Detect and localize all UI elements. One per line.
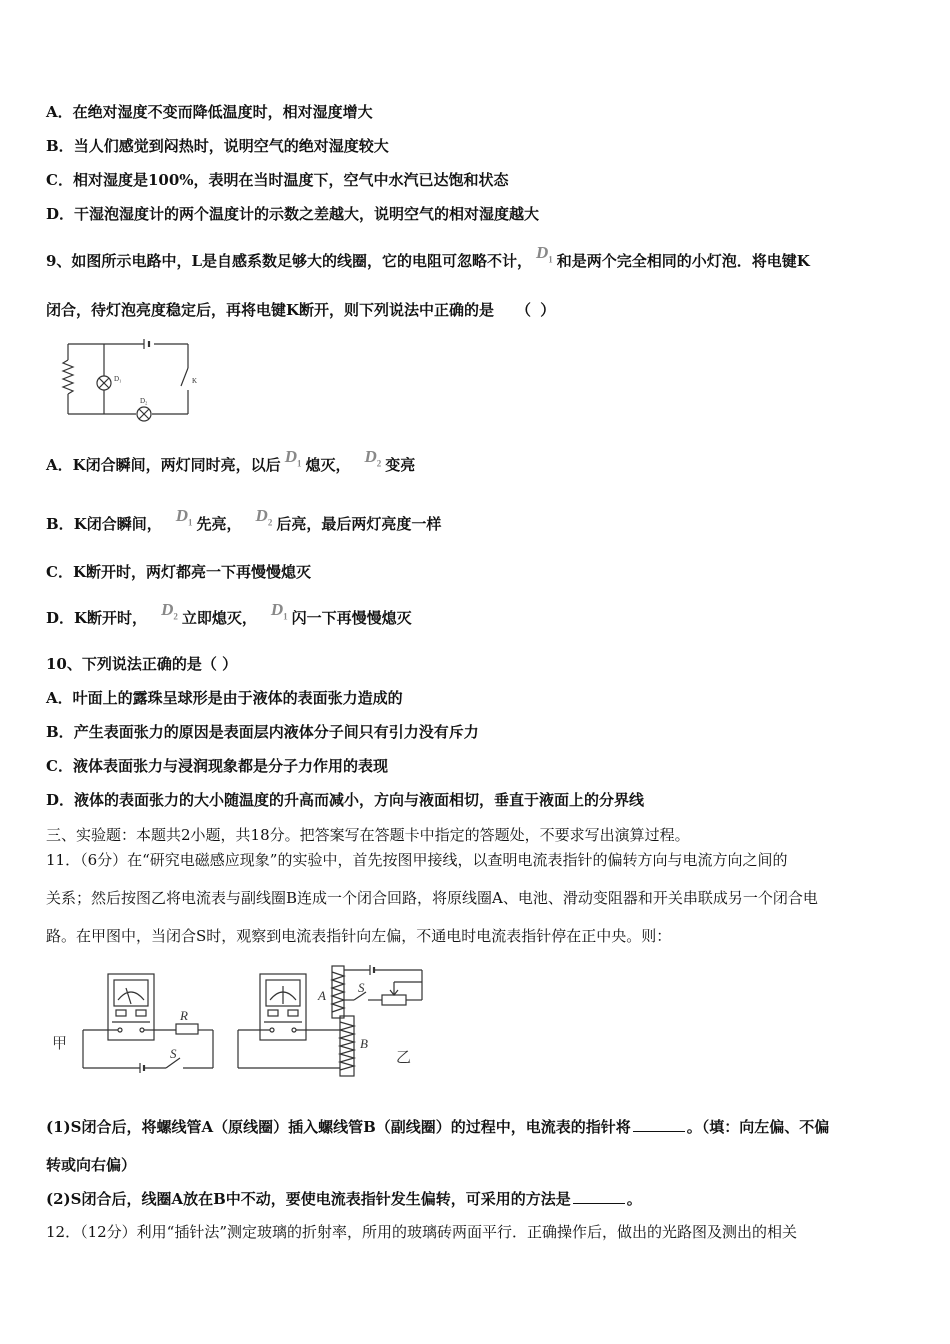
q11-sub2-answer-blank (573, 1189, 625, 1204)
q9-option-b: B．K闭合瞬间， $D_1$ 先亮， $D_2$ 后亮，最后两灯亮度一样 (46, 506, 442, 533)
q11-fig-label-jia: 甲 (52, 1036, 68, 1052)
q11-sub1-line2: 转或向右偏） (46, 1156, 137, 1174)
section-3-heading: 三、实验题：本题共2小题，共18分。把答案写在答题卡中指定的答题处，不要求写出演算过程。 (46, 826, 690, 844)
q9-option-d: D．K断开时， $D_2$ 立即熄灭， $D_1$ 闪一下再慢慢熄灭 (46, 600, 412, 627)
q8-option-b: B．当人们感觉到闷热时，说明空气的绝对湿度较大 (46, 137, 389, 155)
q11-sub1-line1: (1)S闭合后，将螺线管A（原线圈）插入螺线管B（副线圈）的过程中，电流表的指针将 。（填：向左偏、不偏 (46, 1118, 830, 1136)
q11-experiment-diagram (48, 960, 448, 1080)
q11-sub2: (2)S闭合后，线圈A放在B中不动，要使电流表指针发生偏转，可采用的方法是 。 (46, 1190, 642, 1208)
q9-stem-line2: 闭合，待灯泡亮度稳定后，再将电键K断开，则下列说法中正确的是 （ ） (46, 301, 558, 319)
q11-fig-label-r: R (180, 1008, 188, 1023)
q10-stem: 10、下列说法正确的是（ ） (46, 655, 238, 673)
q11-fig-label-a: A (318, 988, 326, 1003)
q11-line1: 11．（6分）在“研究电磁感应现象”的实验中，首先按图甲接线，以查明电流表指针的偏转方向与电流方向之间的 (46, 851, 788, 869)
q11-sub1-answer-blank (633, 1117, 685, 1132)
q8-option-a: A．在绝对湿度不变而降低温度时，相对湿度增大 (46, 103, 373, 121)
q9-circuit-diagram (58, 338, 208, 426)
q9-fig-label-k: K (192, 377, 198, 385)
q11-line2: 关系；然后按图乙将电流表与副线圈B连成一个闭合回路，将原线圈A、电池、滑动变阻器和开关串联成另一个闭合电 (46, 889, 818, 907)
q8-option-d: D．干湿泡湿度计的两个温度计的示数之差越大，说明空气的相对湿度越大 (46, 205, 540, 223)
q11-fig-label-b: B (360, 1036, 368, 1051)
q10-option-a: A．叶面上的露珠呈球形是由于液体的表面张力造成的 (46, 689, 403, 707)
q9-option-a: A．K闭合瞬间，两灯同时亮，以后 $D_1$ 熄灭， $D_2$ 变亮 (46, 447, 416, 474)
q11-line3: 路。在甲图中，当闭合S时，观察到电流表指针向左偏，不通电时电流表指针停在正中央。则： (46, 927, 672, 945)
q9-fig-label-d1: D₁ (114, 375, 122, 383)
q9-stem-line1: 9、如图所示电路中，L是自感系数足够大的线圈，它的电阻可忽略不计， $D_1$ 和是两个完全相同的小灯泡．将电键K (46, 243, 810, 270)
q11-fig-label-s2: S (358, 980, 365, 995)
q10-option-c: C．液体表面张力与浸润现象都是分子力作用的表现 (46, 757, 388, 775)
q9-option-c: C．K断开时，两灯都亮一下再慢慢熄灭 (46, 563, 311, 581)
q9-fig-label-d2: D₂ (140, 397, 148, 405)
q12-line1: 12．（12分）利用“插针法”测定玻璃的折射率，所用的玻璃砖两面平行．正确操作后，做出的光路图及测出的相关 (46, 1223, 798, 1241)
q10-option-d: D．液体的表面张力的大小随温度的升高而减小，方向与液面相切，垂直于液面上的分界线 (46, 791, 645, 809)
q8-option-c: C．相对湿度是100%，表明在当时温度下，空气中水汽已达饱和状态 (46, 171, 509, 189)
q11-fig-label-yi: 乙 (396, 1050, 412, 1066)
q11-fig-label-s: S (170, 1046, 177, 1061)
q10-option-b: B．产生表面张力的原因是表面层内液体分子间只有引力没有斥力 (46, 723, 479, 741)
